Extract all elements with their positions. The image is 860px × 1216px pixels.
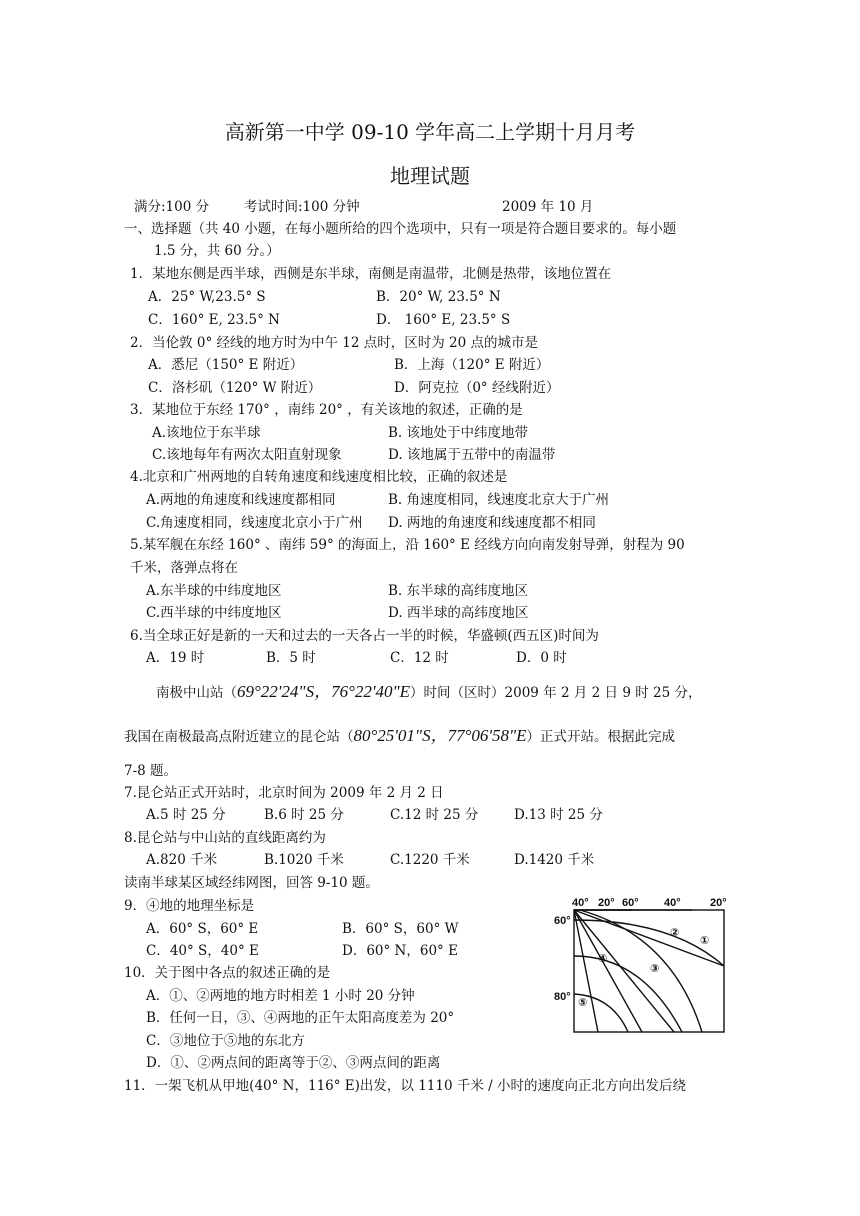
q4-option-b: B. 角速度相同，线速度北京大于广州 xyxy=(388,492,610,508)
point-4: ④ xyxy=(598,953,608,965)
q5-option-b: B. 东半球的高纬度地区 xyxy=(388,583,529,599)
question-11: 11．一架飞机从甲地(40° N，116° E)出发，以 1110 千米 / 小时的速度向正北方向出发后绕 xyxy=(124,1078,686,1094)
q3-option-c: C.该地每年有两次太阳直射现象 xyxy=(152,447,342,463)
q5-option-d: D. 西半球的高纬度地区 xyxy=(388,605,529,621)
q8-option-b: B.1020 千米 xyxy=(264,852,344,868)
graticule-figure xyxy=(552,896,732,1044)
exam-title: 高新第一中学 09-10 学年高二上学期十月月考 xyxy=(224,120,636,144)
q10-option-a: A．①、②两地的地方时相差 1 小时 20 分钟 xyxy=(146,988,415,1004)
q9-option-a: A．60° S，60° E xyxy=(146,921,259,937)
lon-label-40: 40° xyxy=(572,897,589,909)
question-4: 4.北京和广州两地的自转角速度和线速度相比较，正确的叙述是 xyxy=(130,469,508,485)
time-info: 考试时间:100 分钟 xyxy=(244,199,360,215)
q5-option-c: C.西半球的中纬度地区 xyxy=(146,605,282,621)
q10-option-d: D．①、②两点间的距离等于②、③两点间的距离 xyxy=(146,1055,441,1071)
q4-option-d: D. 两地的角速度和线速度都不相同 xyxy=(388,515,596,531)
q7-option-d: D.13 时 25 分 xyxy=(514,807,603,823)
q1-option-d: D． 160° E, 23.5° S xyxy=(376,312,511,328)
zhongshan-coordinates: 69°22'24"S，76°22'40"E xyxy=(237,682,411,701)
q2-option-c: C．洛杉矶（120° W 附近） xyxy=(148,380,322,396)
passage-line-3: 7-8 题。 xyxy=(124,763,178,779)
exam-subtitle: 地理试题 xyxy=(390,164,470,188)
q8-option-c: C.1220 千米 xyxy=(390,852,470,868)
q1-option-c: C．160° E, 23.5° N xyxy=(148,312,280,328)
q2-option-a: A．悉尼（150° E 附近） xyxy=(148,357,304,373)
passage-line-2 xyxy=(124,727,675,746)
section-heading: 一、选择题（共 40 小题，在每小题所给的四个选项中，只有一项是符合题目要求的。每小题 xyxy=(124,221,677,237)
question-5-cont: 千米，落弹点将在 xyxy=(130,560,238,576)
score-info: 满分:100 分 xyxy=(134,199,210,215)
lat-label-60: 60° xyxy=(554,915,571,927)
section-heading-cont: 1.5 分，共 60 分。） xyxy=(154,243,280,259)
latitude-arc xyxy=(580,910,702,1032)
meridian-line xyxy=(574,910,642,1032)
question-6: 6.当全球正好是新的一天和过去的一天各占一半的时候，华盛顿(西五区)时间为 xyxy=(130,628,599,644)
q6-option-d: D．0 时 xyxy=(516,650,567,666)
q6-option-b: B．5 时 xyxy=(266,650,316,666)
q4-option-a: A.两地的角速度和线速度都相同 xyxy=(146,492,336,508)
lon-label-60: 60° xyxy=(622,897,639,909)
kunlun-coordinates: 80°25'01"S，77°06'58"E xyxy=(353,726,527,745)
q4-option-c: C.角速度相同，线速度北京小于广州 xyxy=(146,515,363,531)
q8-option-a: A.820 千米 xyxy=(146,852,218,868)
passage-line-1 xyxy=(156,683,701,702)
passage-text: 南极中山站（ xyxy=(156,685,237,701)
point-3: ③ xyxy=(650,963,660,975)
q8-option-d: D.1420 千米 xyxy=(514,852,595,868)
question-9: 9．④地的地理坐标是 xyxy=(124,898,255,914)
point-2: ② xyxy=(670,927,680,939)
lon-label-20b: 20° xyxy=(710,897,727,909)
lon-label-40b: 40° xyxy=(664,897,681,909)
q7-option-c: C.12 时 25 分 xyxy=(390,807,479,823)
q1-option-a: A．25° W,23.5° S xyxy=(148,289,266,305)
question-5: 5.某军舰在东经 160° 、南纬 59° 的海面上，沿 160° E 经线方向向南发射导弹，射程为 90 xyxy=(130,537,685,553)
q7-option-b: B.6 时 25 分 xyxy=(264,807,344,823)
q3-option-d: D. 该地属于五带中的南温带 xyxy=(388,447,556,463)
question-2: 2．当伦敦 0° 经线的地方时为中午 12 点时，区时为 20 点的城市是 xyxy=(130,335,539,351)
passage-text: ）正式开站。根据此完成 xyxy=(526,729,676,745)
q1-option-b: B．20° W, 23.5° N xyxy=(376,289,501,305)
point-5: ⑤ xyxy=(578,997,588,1009)
lon-label-20: 20° xyxy=(598,897,615,909)
question-10: 10．关于图中各点的叙述正确的是 xyxy=(124,965,331,981)
question-7: 7.昆仑站正式开站时，北京时间为 2009 年 2 月 2 日 xyxy=(124,785,444,801)
q3-option-b: B. 该地处于中纬度地带 xyxy=(388,425,529,441)
point-1: ① xyxy=(700,935,710,947)
meridian-line xyxy=(574,910,598,1032)
q2-option-d: D．阿克拉（0° 经线附近） xyxy=(394,380,560,396)
q5-option-a: A.东半球的中纬度地区 xyxy=(146,583,282,599)
question-3: 3．某地位于东经 170° ，南纬 20° ，有关该地的叙述，正确的是 xyxy=(130,402,523,418)
q3-option-a: A.该地位于东半球 xyxy=(152,425,261,441)
q7-option-a: A.5 时 25 分 xyxy=(146,807,226,823)
lat-label-80: 80° xyxy=(554,991,571,1003)
q9-option-b: B．60° S，60° W xyxy=(342,921,459,937)
q6-option-c: C．12 时 xyxy=(390,650,449,666)
q9-option-c: C．40° S，40° E xyxy=(146,943,259,959)
date-info: 2009 年 10 月 xyxy=(502,199,594,215)
q9-option-d: D．60° N，60° E xyxy=(342,943,458,959)
question-1: 1．某地东侧是西半球，西侧是东半球，南侧是南温带，北侧是热带，该地位置在 xyxy=(130,266,612,282)
question-8: 8.昆仑站与中山站的直线距离约为 xyxy=(124,830,326,846)
q10-option-b: B．任何一日，③、④两地的正午太阳高度差为 20° xyxy=(146,1010,455,1026)
intro-9-10: 读南半球某区域经纬网图，回答 9-10 题。 xyxy=(124,875,379,891)
passage-text: 我国在南极最高点附近建立的昆仑站（ xyxy=(124,729,354,745)
q10-option-c: C．③地位于⑤地的东北方 xyxy=(146,1033,305,1049)
q2-option-b: B．上海（120° E 附近） xyxy=(394,357,550,373)
q6-option-a: A．19 时 xyxy=(146,650,205,666)
passage-text: ）时间（区时）2009 年 2 月 2 日 9 时 25 分， xyxy=(410,685,702,701)
